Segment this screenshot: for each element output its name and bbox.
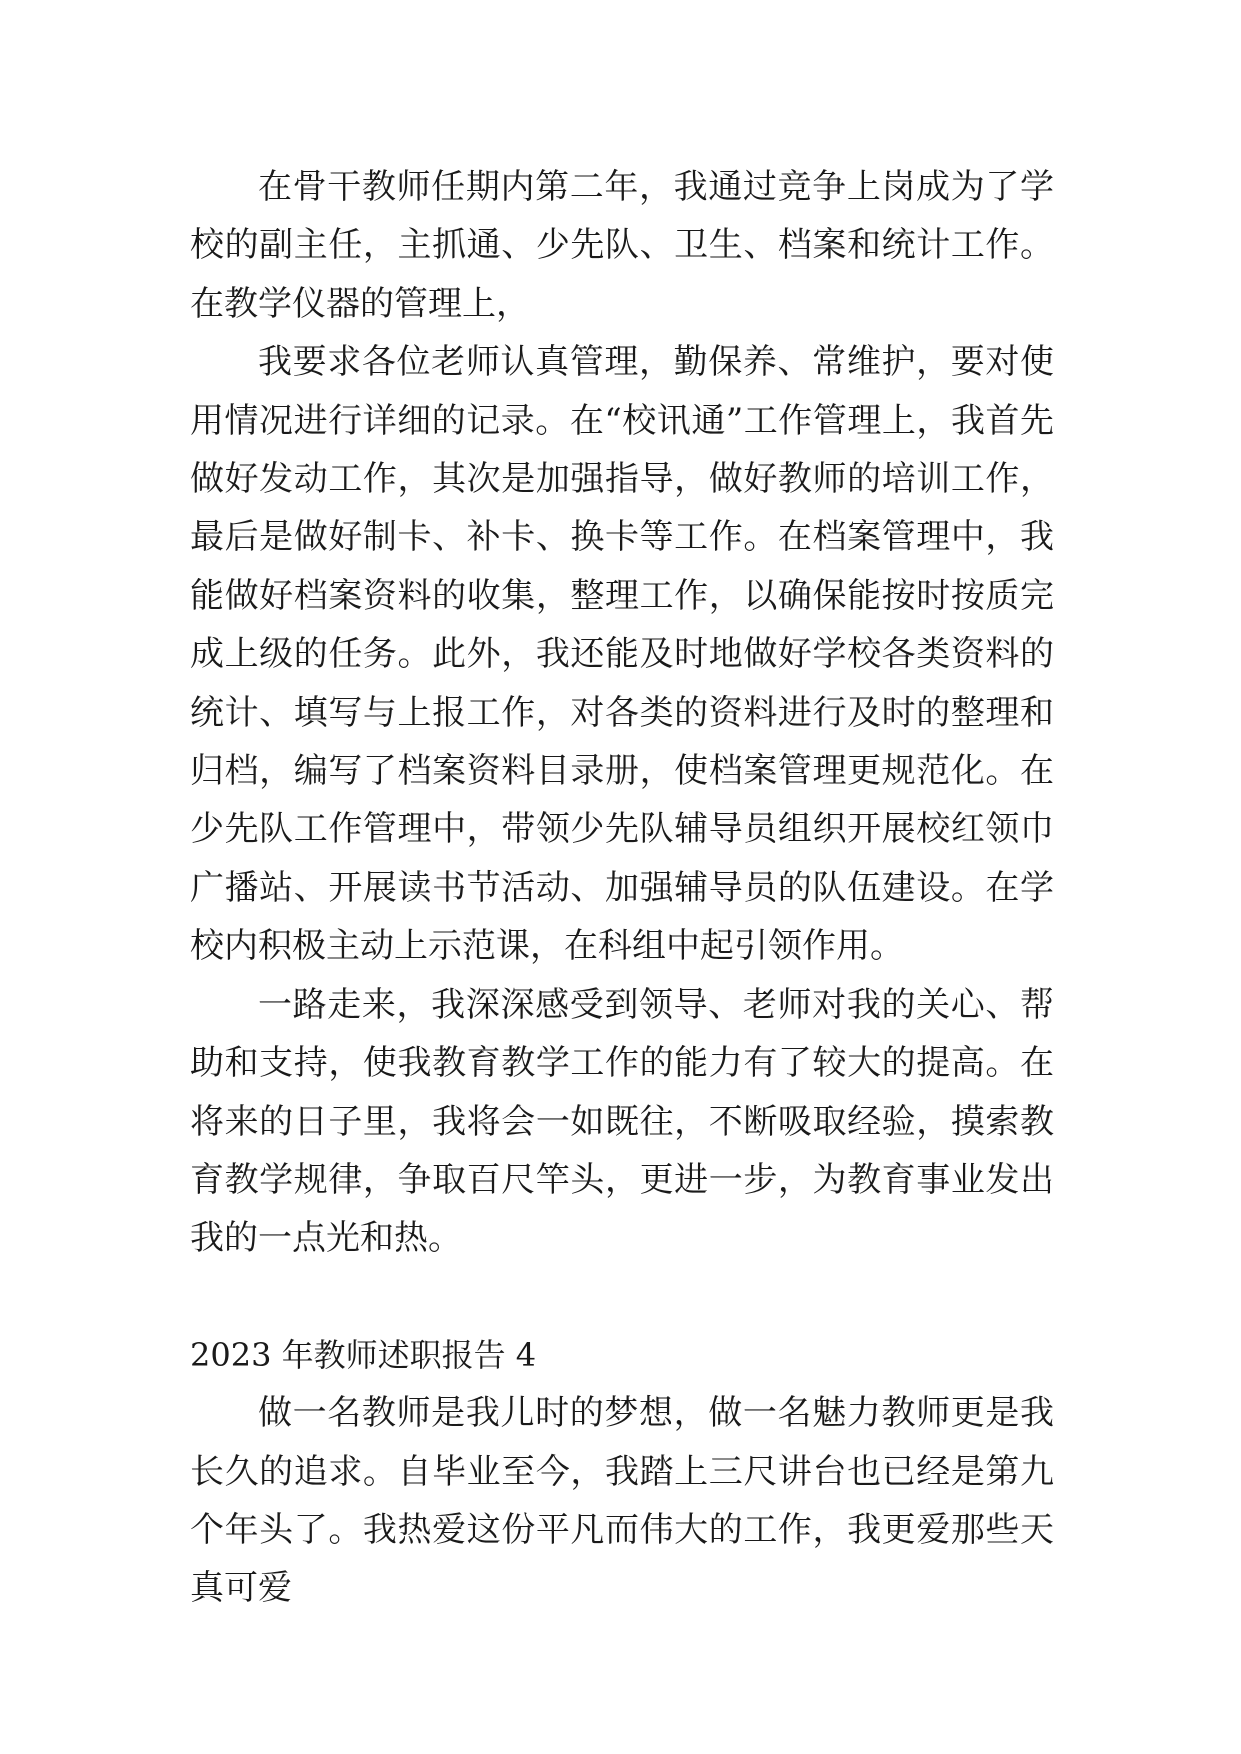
paragraph-3: 一路走来，我深深感受到领导、老师对我的关心、帮助和支持，使我教育教学工作的能力有了较大的提高。在将来的日子里，我将会一如既往，不断吸取经验，摸索教育教学规律，争取百尺竿头，更进一步，为教育事业发出我的一点光和热。 <box>190 984 1054 1259</box>
document-body <box>190 158 1054 1618</box>
paragraph-1: 在骨干教师任期内第二年，我通过竞争上岗成为了学校的副主任，主抓通、少先队、卫生、档案和统计工作。在教学仪器的管理上， <box>190 167 1054 324</box>
paragraph-2: 我要求各位老师认真管理，勤保养、常维护，要对使用情况进行详细的记录。在“校讯通”工作管理上，我首先做好发动工作，其次是加强指导，做好教师的培训工作，最后是做好制卡、补卡、换卡等工作。在档案管理中，我能做好档案资料的收集，整理工作，以确保能按时按质完成上级的任务。此外，我还能及时地做好学校各类资料的统计、填写与上报工作，对各类的资料进行及时的整理和归档，编写了档案资料目录册，使档案管理更规范化。在少先队工作管理中，带领少先队辅导员组织开展校红领巾广播站、开展读书节活动、加强辅导员的队伍建设。在学校内积极主动上示范课，在科组中起引领作用。 <box>190 342 1054 967</box>
paragraph-4: 做一名教师是我儿时的梦想，做一名魅力教师更是我长久的追求。自毕业至今，我踏上三尺讲台也已经是第九个年头了。我热爱这份平凡而伟大的工作，我更爱那些天真可爱 <box>190 1393 1054 1609</box>
section-heading: 2023 年教师述职报告 4 <box>190 1335 537 1374</box>
